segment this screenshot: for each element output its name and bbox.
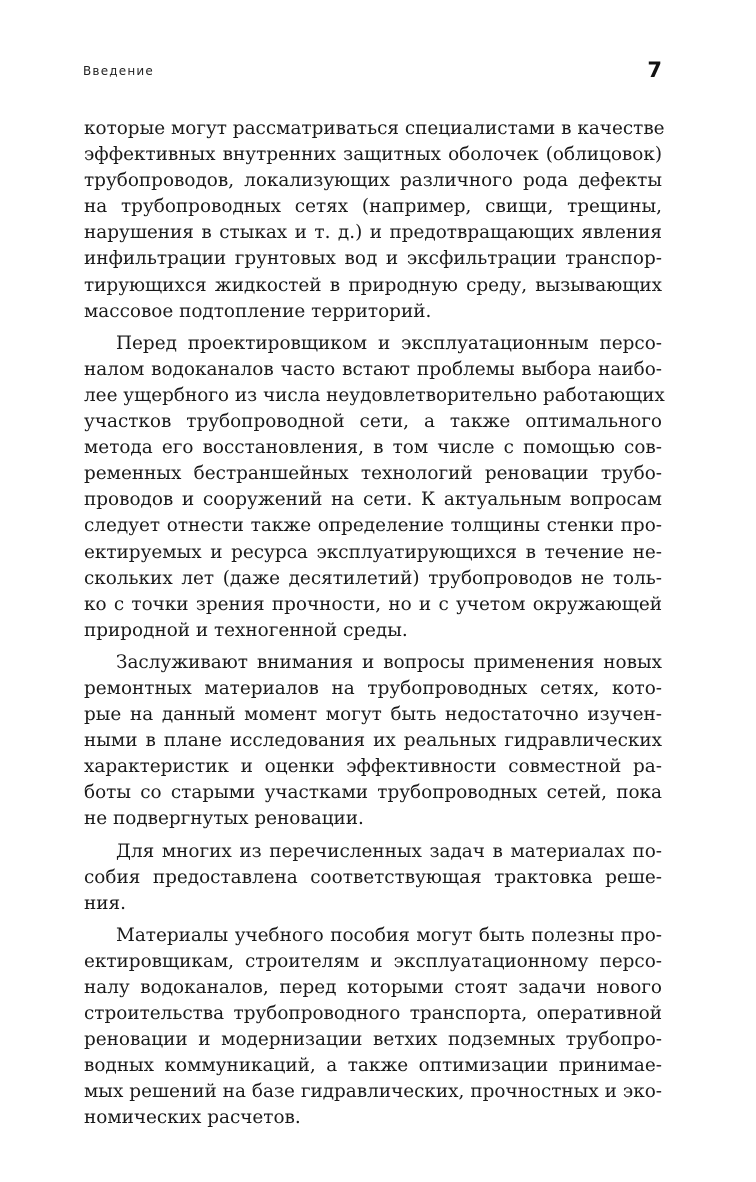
paragraph <box>84 923 662 1132</box>
text-line: тирующихся жидкостей в природную среду, вызывающих <box>84 274 662 296</box>
text-line: инфильтрации грунтовых вод и эксфильтрации транспор- <box>84 248 662 270</box>
text-line: налу водоканалов, перед которыми стоят задачи нового <box>84 977 662 998</box>
text-line: природной и техногенной среды. <box>84 619 408 641</box>
text-line: характеристик и оценки эффективности совместной ра- <box>84 756 662 778</box>
page-number: 7 <box>647 58 662 82</box>
text-line: ния. <box>84 892 126 914</box>
text-line: ными в плане исследования их реальных гидравлических <box>84 730 662 752</box>
text-line: реновации и модернизации ветхих подземных трубопро- <box>84 1029 662 1051</box>
text-line: боты со старыми участками трубопроводных сетей, пока <box>84 782 662 804</box>
paragraph <box>84 331 665 644</box>
text-line: ектировщикам, строителям и эксплуатационному персо- <box>84 950 662 972</box>
text-line: ремонтных материалов на трубопроводных сетях, кото- <box>84 677 662 699</box>
text-line: Материалы учебного пособия могут быть полезны про- <box>116 924 662 946</box>
text-line: ко с точки зрения прочности, но и с учетом окружающей <box>84 593 662 615</box>
text-line: рые на данный момент могут быть недостаточно изучен- <box>84 704 662 726</box>
text-line: массовое подтопление территорий. <box>84 300 432 322</box>
text-line: собия предоставлена соответствующая трактовка реше- <box>84 866 662 888</box>
running-head: Введение <box>83 64 154 78</box>
text-line: нарушения в стыках и т. д.) и предотвращающих явления <box>84 222 662 244</box>
text-line: которые могут рассматриваться специалистами в качестве <box>84 118 665 139</box>
text-line: номических расчетов. <box>84 1107 301 1129</box>
paragraph <box>84 839 662 917</box>
paragraph <box>84 116 665 325</box>
text-line: эффективных внутренних защитных оболочек (облицовок) <box>84 144 662 166</box>
text-line: Для многих из перечисленных задач в материалах по- <box>116 840 662 862</box>
body-text <box>84 116 665 1132</box>
text-line: водных коммуникаций, а также оптимизации принимае- <box>84 1055 662 1077</box>
text-line: строительства трубопроводного транспорта, оперативной <box>84 1003 662 1025</box>
text-line: скольких лет (даже десятилетий) трубопроводов не толь- <box>84 567 662 589</box>
text-line: на трубопроводных сетях (например, свищи, трещины, <box>84 196 662 218</box>
text-line: участков трубопроводной сети, а также оптимального <box>84 411 662 433</box>
text-line: мых решений на базе гидравлических, прочностных и эко- <box>84 1081 662 1103</box>
text-line: Заслуживают внимания и вопросы применения новых <box>116 651 662 673</box>
text-line: ременных бестраншейных технологий реновации трубо- <box>84 463 662 485</box>
text-line: не подвергнутых реновации. <box>84 808 364 830</box>
text-line: Перед проектировщиком и эксплуатационным персо- <box>116 332 662 354</box>
text-line: метода его восстановления, в том числе с помощью сов- <box>84 437 662 459</box>
text-line: следует отнести также определение толщины стенки про- <box>84 515 662 537</box>
text-line: трубопроводов, локализующих различного рода дефекты <box>84 170 662 192</box>
text-line: ектируемых и ресурса эксплуатирующихся в течение не- <box>84 541 662 563</box>
text-line: налом водоканалов часто встают проблемы выбора наибо- <box>84 358 662 380</box>
text-line: лее ущербного из числа неудовлетворительно работающих <box>84 384 665 406</box>
paragraph <box>84 650 662 833</box>
text-line: проводов и сооружений на сети. К актуальным вопросам <box>84 489 662 511</box>
